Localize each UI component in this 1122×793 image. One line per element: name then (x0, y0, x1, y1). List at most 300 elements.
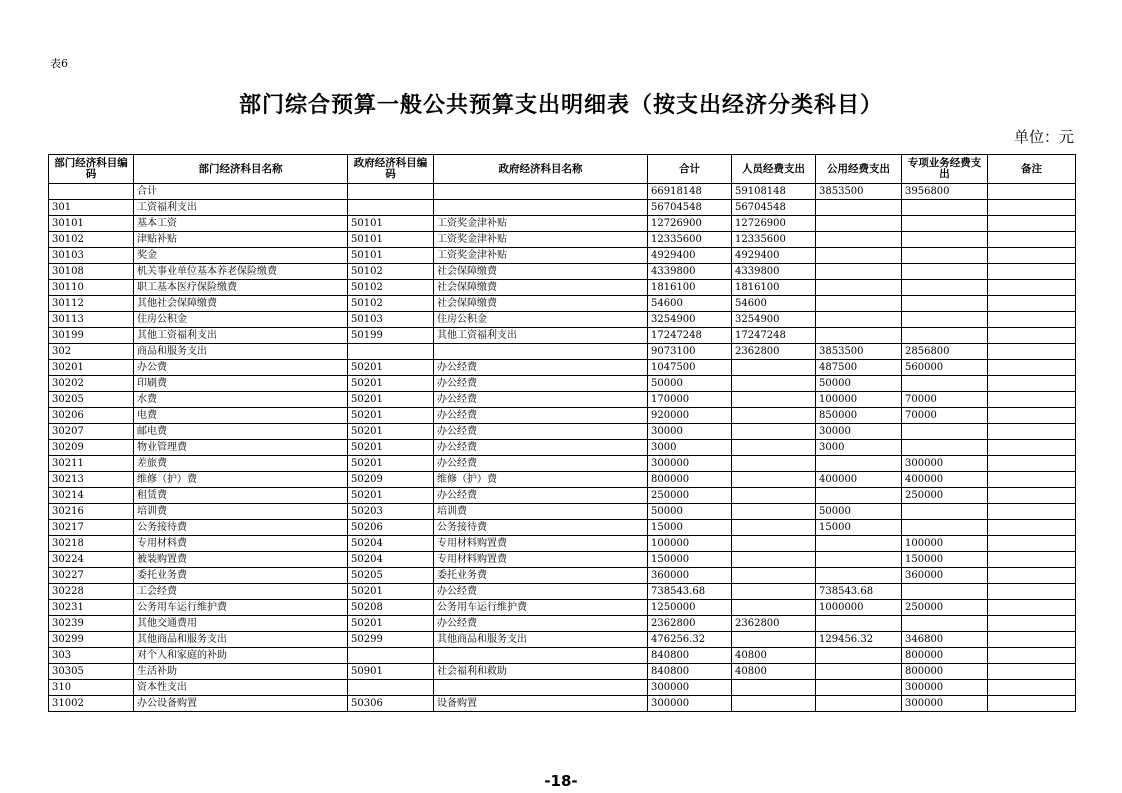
gov-code-cell: 50204 (348, 536, 434, 552)
note-cell (988, 488, 1076, 504)
public-cell (816, 296, 902, 312)
table-row (49, 536, 1076, 552)
special-cell: 800000 (902, 664, 988, 680)
gov-name-cell (434, 184, 648, 200)
gov-code-cell: 50201 (348, 488, 434, 504)
dept-code-cell: 30101 (49, 216, 134, 232)
dept-name-cell: 机关事业单位基本养老保险缴费 (134, 264, 348, 280)
dept-code-cell: 30217 (49, 520, 134, 536)
table-row (49, 504, 1076, 520)
personnel-cell (732, 632, 816, 648)
public-cell (816, 536, 902, 552)
special-cell (902, 280, 988, 296)
dept-code-cell: 30218 (49, 536, 134, 552)
note-cell (988, 296, 1076, 312)
total-cell: 66918148 (648, 184, 732, 200)
table-row (49, 376, 1076, 392)
total-cell: 15000 (648, 520, 732, 536)
personnel-cell (732, 456, 816, 472)
note-cell (988, 440, 1076, 456)
dept-code-cell: 30199 (49, 328, 134, 344)
gov-code-cell: 50206 (348, 520, 434, 536)
personnel-cell: 40800 (732, 648, 816, 664)
personnel-cell (732, 520, 816, 536)
table-row (49, 552, 1076, 568)
note-cell (988, 344, 1076, 360)
total-cell: 300000 (648, 696, 732, 712)
public-cell (816, 568, 902, 584)
dept-code-cell: 30216 (49, 504, 134, 520)
personnel-cell (732, 488, 816, 504)
gov-code-cell: 50201 (348, 616, 434, 632)
gov-code-cell: 50204 (348, 552, 434, 568)
gov-code-cell: 50101 (348, 232, 434, 248)
table-row (49, 680, 1076, 696)
dept-code-cell: 30102 (49, 232, 134, 248)
gov-name-cell: 办公经费 (434, 584, 648, 600)
table-row (49, 264, 1076, 280)
total-cell: 12335600 (648, 232, 732, 248)
special-cell (902, 424, 988, 440)
column-header: 合计 (648, 155, 732, 184)
special-cell: 3956800 (902, 184, 988, 200)
total-cell: 50000 (648, 376, 732, 392)
dept-code-cell: 302 (49, 344, 134, 360)
total-cell: 840800 (648, 664, 732, 680)
note-cell (988, 632, 1076, 648)
table-row (49, 184, 1076, 200)
dept-name-cell: 其他商品和服务支出 (134, 632, 348, 648)
special-cell: 346800 (902, 632, 988, 648)
dept-code-cell (49, 184, 134, 200)
special-cell (902, 520, 988, 536)
table-header-row (49, 155, 1076, 184)
table-row (49, 360, 1076, 376)
gov-name-cell: 工资奖金津补贴 (434, 248, 648, 264)
public-cell (816, 216, 902, 232)
personnel-cell (732, 472, 816, 488)
table-row (49, 616, 1076, 632)
gov-name-cell (434, 344, 648, 360)
table-row (49, 232, 1076, 248)
personnel-cell (732, 440, 816, 456)
personnel-cell (732, 568, 816, 584)
table-row (49, 696, 1076, 712)
dept-code-cell: 30305 (49, 664, 134, 680)
gov-code-cell: 50299 (348, 632, 434, 648)
personnel-cell (732, 360, 816, 376)
dept-name-cell: 资本性支出 (134, 680, 348, 696)
personnel-cell: 17247248 (732, 328, 816, 344)
gov-code-cell: 50201 (348, 392, 434, 408)
dept-name-cell: 办公费 (134, 360, 348, 376)
dept-name-cell: 物业管理费 (134, 440, 348, 456)
note-cell (988, 232, 1076, 248)
personnel-cell: 2362800 (732, 344, 816, 360)
gov-code-cell (348, 184, 434, 200)
dept-code-cell: 30202 (49, 376, 134, 392)
special-cell (902, 296, 988, 312)
special-cell: 300000 (902, 456, 988, 472)
total-cell: 3254900 (648, 312, 732, 328)
note-cell (988, 648, 1076, 664)
personnel-cell (732, 680, 816, 696)
gov-name-cell: 专用材料购置费 (434, 552, 648, 568)
gov-name-cell: 工资奖金津补贴 (434, 216, 648, 232)
table-row (49, 328, 1076, 344)
note-cell (988, 184, 1076, 200)
gov-code-cell: 50201 (348, 360, 434, 376)
total-cell: 30000 (648, 424, 732, 440)
gov-code-cell (348, 680, 434, 696)
total-cell: 50000 (648, 504, 732, 520)
dept-code-cell: 30231 (49, 600, 134, 616)
total-cell: 12726900 (648, 216, 732, 232)
note-cell (988, 664, 1076, 680)
special-cell: 360000 (902, 568, 988, 584)
public-cell: 15000 (816, 520, 902, 536)
special-cell (902, 440, 988, 456)
note-cell (988, 600, 1076, 616)
note-cell (988, 216, 1076, 232)
total-cell: 2362800 (648, 616, 732, 632)
total-cell: 150000 (648, 552, 732, 568)
dept-name-cell: 电费 (134, 408, 348, 424)
table-row (49, 648, 1076, 664)
special-cell (902, 216, 988, 232)
special-cell: 150000 (902, 552, 988, 568)
total-cell: 300000 (648, 456, 732, 472)
dept-name-cell: 其他工资福利支出 (134, 328, 348, 344)
note-cell (988, 584, 1076, 600)
gov-name-cell: 办公经费 (434, 424, 648, 440)
gov-name-cell: 培训费 (434, 504, 648, 520)
total-cell: 9073100 (648, 344, 732, 360)
table-row (49, 440, 1076, 456)
table-row (49, 216, 1076, 232)
gov-code-cell (348, 648, 434, 664)
gov-code-cell: 50201 (348, 376, 434, 392)
special-cell (902, 376, 988, 392)
note-cell (988, 264, 1076, 280)
column-header: 专项业务经费支出 (902, 155, 988, 184)
note-cell (988, 360, 1076, 376)
public-cell (816, 648, 902, 664)
public-cell: 50000 (816, 376, 902, 392)
gov-code-cell: 50201 (348, 456, 434, 472)
gov-name-cell: 办公经费 (434, 616, 648, 632)
public-cell: 1000000 (816, 600, 902, 616)
dept-name-cell: 委托业务费 (134, 568, 348, 584)
total-cell: 1250000 (648, 600, 732, 616)
total-cell: 4929400 (648, 248, 732, 264)
dept-code-cell: 30227 (49, 568, 134, 584)
column-header: 部门经济科目名称 (134, 155, 348, 184)
gov-name-cell: 工资奖金津补贴 (434, 232, 648, 248)
public-cell (816, 312, 902, 328)
public-cell (816, 200, 902, 216)
public-cell: 30000 (816, 424, 902, 440)
special-cell (902, 264, 988, 280)
special-cell (902, 328, 988, 344)
dept-name-cell: 工资福利支出 (134, 200, 348, 216)
dept-name-cell: 公务用车运行维护费 (134, 600, 348, 616)
gov-code-cell: 50102 (348, 264, 434, 280)
dept-code-cell: 30213 (49, 472, 134, 488)
public-cell: 400000 (816, 472, 902, 488)
public-cell (816, 456, 902, 472)
total-cell: 840800 (648, 648, 732, 664)
special-cell: 300000 (902, 680, 988, 696)
special-cell (902, 312, 988, 328)
gov-code-cell: 50201 (348, 424, 434, 440)
table-row (49, 632, 1076, 648)
gov-name-cell: 公务接待费 (434, 520, 648, 536)
note-cell (988, 552, 1076, 568)
table-row (49, 280, 1076, 296)
total-cell: 476256.32 (648, 632, 732, 648)
total-cell: 360000 (648, 568, 732, 584)
dept-code-cell: 30112 (49, 296, 134, 312)
special-cell: 800000 (902, 648, 988, 664)
public-cell (816, 664, 902, 680)
total-cell: 300000 (648, 680, 732, 696)
personnel-cell: 12335600 (732, 232, 816, 248)
special-cell (902, 504, 988, 520)
dept-name-cell: 职工基本医疗保险缴费 (134, 280, 348, 296)
personnel-cell (732, 584, 816, 600)
dept-name-cell: 印刷费 (134, 376, 348, 392)
public-cell: 3853500 (816, 184, 902, 200)
gov-code-cell: 50306 (348, 696, 434, 712)
total-cell: 4339800 (648, 264, 732, 280)
gov-name-cell: 办公经费 (434, 392, 648, 408)
special-cell: 250000 (902, 600, 988, 616)
table-row (49, 568, 1076, 584)
gov-code-cell: 50208 (348, 600, 434, 616)
gov-code-cell: 50209 (348, 472, 434, 488)
note-cell (988, 520, 1076, 536)
dept-name-cell: 奖金 (134, 248, 348, 264)
personnel-cell (732, 424, 816, 440)
total-cell: 800000 (648, 472, 732, 488)
table-label: 表6 (50, 57, 68, 70)
special-cell (902, 200, 988, 216)
gov-code-cell: 50201 (348, 408, 434, 424)
total-cell: 170000 (648, 392, 732, 408)
personnel-cell (732, 504, 816, 520)
gov-name-cell: 办公经费 (434, 408, 648, 424)
table-row (49, 520, 1076, 536)
dept-code-cell: 310 (49, 680, 134, 696)
personnel-cell: 54600 (732, 296, 816, 312)
public-cell (816, 552, 902, 568)
column-header: 政府经济科目编码 (348, 155, 434, 184)
dept-name-cell: 生活补助 (134, 664, 348, 680)
table-row (49, 312, 1076, 328)
table-row (49, 408, 1076, 424)
gov-name-cell: 办公经费 (434, 456, 648, 472)
special-cell: 2856800 (902, 344, 988, 360)
gov-name-cell: 委托业务费 (434, 568, 648, 584)
gov-name-cell: 其他商品和服务支出 (434, 632, 648, 648)
gov-code-cell: 50901 (348, 664, 434, 680)
public-cell: 100000 (816, 392, 902, 408)
gov-code-cell: 50101 (348, 248, 434, 264)
table-row (49, 472, 1076, 488)
dept-code-cell: 30211 (49, 456, 134, 472)
total-cell: 1816100 (648, 280, 732, 296)
gov-code-cell: 50203 (348, 504, 434, 520)
dept-code-cell: 30209 (49, 440, 134, 456)
dept-code-cell: 30110 (49, 280, 134, 296)
public-cell (816, 264, 902, 280)
note-cell (988, 392, 1076, 408)
page-number: -18- (544, 772, 578, 790)
gov-name-cell: 办公经费 (434, 376, 648, 392)
public-cell: 738543.68 (816, 584, 902, 600)
personnel-cell (732, 376, 816, 392)
total-cell: 3000 (648, 440, 732, 456)
personnel-cell: 4339800 (732, 264, 816, 280)
gov-name-cell: 社会保障缴费 (434, 296, 648, 312)
gov-code-cell (348, 200, 434, 216)
gov-code-cell (348, 344, 434, 360)
dept-name-cell: 津贴补贴 (134, 232, 348, 248)
special-cell: 300000 (902, 696, 988, 712)
personnel-cell (732, 552, 816, 568)
personnel-cell (732, 696, 816, 712)
special-cell: 100000 (902, 536, 988, 552)
gov-name-cell: 办公经费 (434, 488, 648, 504)
personnel-cell: 12726900 (732, 216, 816, 232)
table-row (49, 248, 1076, 264)
public-cell: 129456.32 (816, 632, 902, 648)
dept-name-cell: 维修（护）费 (134, 472, 348, 488)
gov-name-cell: 办公经费 (434, 360, 648, 376)
unit-label: 单位：元 (1013, 128, 1074, 146)
note-cell (988, 424, 1076, 440)
dept-name-cell: 其他交通费用 (134, 616, 348, 632)
dept-name-cell: 租赁费 (134, 488, 348, 504)
gov-code-cell: 50201 (348, 440, 434, 456)
gov-name-cell: 其他工资福利支出 (434, 328, 648, 344)
public-cell (816, 680, 902, 696)
table-row (49, 456, 1076, 472)
gov-name-cell: 公务用车运行维护费 (434, 600, 648, 616)
dept-code-cell: 30206 (49, 408, 134, 424)
table-row (49, 664, 1076, 680)
dept-name-cell: 邮电费 (134, 424, 348, 440)
dept-code-cell: 30224 (49, 552, 134, 568)
column-header: 公用经费支出 (816, 155, 902, 184)
personnel-cell (732, 408, 816, 424)
dept-code-cell: 31002 (49, 696, 134, 712)
note-cell (988, 536, 1076, 552)
column-header: 部门经济科目编码 (49, 155, 134, 184)
gov-name-cell: 社会保障缴费 (434, 280, 648, 296)
special-cell (902, 616, 988, 632)
gov-code-cell: 50102 (348, 280, 434, 296)
dept-code-cell: 30205 (49, 392, 134, 408)
special-cell (902, 232, 988, 248)
gov-code-cell: 50101 (348, 216, 434, 232)
dept-code-cell: 30239 (49, 616, 134, 632)
special-cell: 70000 (902, 392, 988, 408)
note-cell (988, 696, 1076, 712)
dept-code-cell: 303 (49, 648, 134, 664)
column-header: 人员经费支出 (732, 155, 816, 184)
public-cell (816, 232, 902, 248)
total-cell: 100000 (648, 536, 732, 552)
dept-code-cell: 30207 (49, 424, 134, 440)
public-cell: 50000 (816, 504, 902, 520)
personnel-cell: 59108148 (732, 184, 816, 200)
special-cell: 400000 (902, 472, 988, 488)
dept-name-cell: 合计 (134, 184, 348, 200)
dept-name-cell: 基本工资 (134, 216, 348, 232)
note-cell (988, 472, 1076, 488)
page-title: 部门综合预算一般公共预算支出明细表（按支出经济分类科目） (238, 93, 883, 118)
dept-code-cell: 30108 (49, 264, 134, 280)
gov-name-cell: 设备购置 (434, 696, 648, 712)
table-row (49, 424, 1076, 440)
note-cell (988, 312, 1076, 328)
gov-name-cell (434, 648, 648, 664)
gov-name-cell: 住房公积金 (434, 312, 648, 328)
public-cell: 3853500 (816, 344, 902, 360)
dept-name-cell: 专用材料费 (134, 536, 348, 552)
budget-table (48, 154, 1076, 712)
column-header: 备注 (988, 155, 1076, 184)
note-cell (988, 408, 1076, 424)
dept-code-cell: 30201 (49, 360, 134, 376)
note-cell (988, 248, 1076, 264)
dept-name-cell: 办公设备购置 (134, 696, 348, 712)
public-cell (816, 248, 902, 264)
column-header: 政府经济科目名称 (434, 155, 648, 184)
note-cell (988, 504, 1076, 520)
gov-name-cell: 专用材料购置费 (434, 536, 648, 552)
dept-name-cell: 被装购置费 (134, 552, 348, 568)
dept-code-cell: 30214 (49, 488, 134, 504)
personnel-cell: 56704548 (732, 200, 816, 216)
table-row (49, 488, 1076, 504)
note-cell (988, 456, 1076, 472)
table-row (49, 296, 1076, 312)
gov-code-cell: 50199 (348, 328, 434, 344)
personnel-cell: 4929400 (732, 248, 816, 264)
gov-name-cell: 办公经费 (434, 440, 648, 456)
gov-code-cell: 50201 (348, 584, 434, 600)
table-row (49, 344, 1076, 360)
dept-name-cell: 培训费 (134, 504, 348, 520)
gov-name-cell (434, 680, 648, 696)
total-cell: 1047500 (648, 360, 732, 376)
total-cell: 738543.68 (648, 584, 732, 600)
dept-code-cell: 30228 (49, 584, 134, 600)
total-cell: 56704548 (648, 200, 732, 216)
dept-name-cell: 其他社会保障缴费 (134, 296, 348, 312)
gov-code-cell: 50205 (348, 568, 434, 584)
table-row (49, 584, 1076, 600)
special-cell: 560000 (902, 360, 988, 376)
dept-name-cell: 公务接待费 (134, 520, 348, 536)
dept-code-cell: 301 (49, 200, 134, 216)
total-cell: 250000 (648, 488, 732, 504)
dept-code-cell: 30103 (49, 248, 134, 264)
note-cell (988, 200, 1076, 216)
